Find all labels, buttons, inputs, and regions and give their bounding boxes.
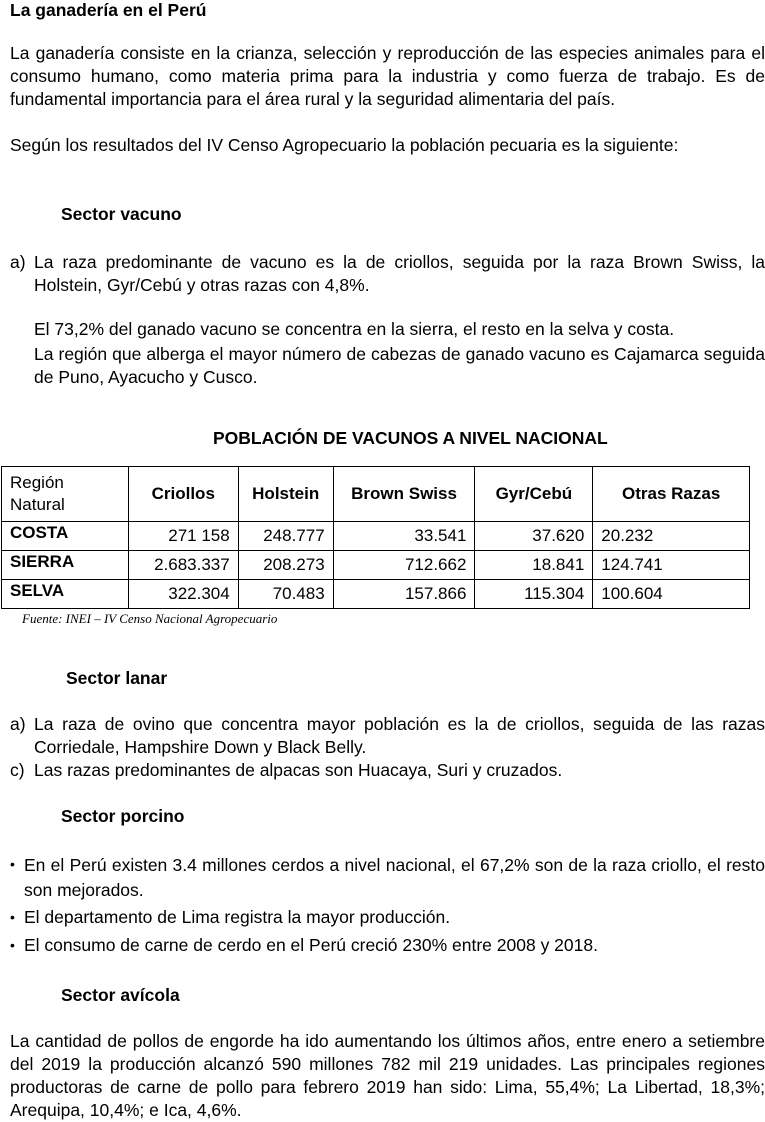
table-cell: 70.483 [238,580,333,609]
row-label-selva: SELVA [2,580,129,609]
heading-sector-vacuno: Sector vacuno [61,204,182,224]
porcino-item-3 [10,934,765,957]
table-row [2,522,750,551]
table-cell: 37.620 [475,522,593,551]
heading-sector-porcino: Sector porcino [61,806,185,826]
heading-sector-avicola: Sector avícola [61,985,180,1005]
bullet-icon: • [10,856,15,872]
porcino-item-1-text: En el Perú existen 3.4 millones cerdos a nivel nacional, el 67,2% son de la raza criollo, el resto son mejorados. [24,855,765,900]
porcino-item-1 [10,853,765,903]
list-marker: a) [10,252,26,272]
lanar-item-a-text: La raza de ovino que concentra mayor población es la de criollos, seguida de las razas Corriedale, Hampshire Down y Black Belly. [34,714,765,757]
intro-paragraph: La ganadería consiste en la crianza, selección y reproducción de las especies animales para el consumo humano, como materia prima para la industria y como fuerza de trabajo. Es de fundamental importancia para el área rural y la seguridad alimentaria del país. [10,43,765,109]
bullet-icon: • [10,909,15,925]
vacuno-item-a-text: La raza predominante de vacuno es la de criollos, seguida por la raza Brown Swiss, la Holstein, Gyr/Cebú y otras razas con 4,8%. [34,252,765,295]
header-region [2,467,129,522]
bullet-icon: • [10,937,15,953]
vacuno-item-a [10,251,765,297]
header-holstein: Holstein [238,467,333,522]
lanar-item-c [10,759,765,782]
header-region-line1: Región [10,473,64,492]
table-source-note: Fuente: INEI – IV Censo Nacional Agropecuario [22,611,278,626]
document-title: La ganadería en el Perú [10,0,207,20]
header-otras-razas: Otras Razas [593,467,750,522]
list-marker: c) [10,760,25,780]
table-title: POBLACIÓN DE VACUNOS A NIVEL NACIONAL [213,428,608,448]
table-cell: 208.273 [238,551,333,580]
table-cell: 248.777 [238,522,333,551]
table-cell: 2.683.337 [128,551,238,580]
vacuno-paragraph-2: La región que alberga el mayor número de cabezas de ganado vacuno es Cajamarca seguida de Puno, Ayacucho y Cusco. [34,344,765,387]
table-cell: 322.304 [128,580,238,609]
list-marker: a) [10,714,26,734]
table-row [2,551,750,580]
table-cell: 124.741 [593,551,750,580]
table-row [2,580,750,609]
table-cell: 18.841 [475,551,593,580]
intro-paragraph-2: Según los resultados del IV Censo Agropecuario la población pecuaria es la siguiente: [10,135,679,155]
header-criollos: Criollos [128,467,238,522]
table-cell: 712.662 [333,551,475,580]
porcino-item-3-text: El consumo de carne de cerdo en el Perú creció 230% entre 2008 y 2018. [24,935,598,955]
avicola-paragraph: La cantidad de pollos de engorde ha ido aumentando los últimos años, entre enero a setiembre del 2019 la producción alcanzó 590 millones 782 mil 219 unidades. Las principales regiones productoras de carne de pollo para febrero 2019 han sido: Lima, 55,4%; La Libertad, 18,3%; Arequipa, 10,4%; e Ica, 4,6%. [10,1031,765,1120]
porcino-item-2-text: El departamento de Lima registra la mayor producción. [24,907,451,927]
table-cell: 157.866 [333,580,475,609]
table-cell: 115.304 [475,580,593,609]
porcino-item-2 [10,906,765,929]
vacuno-paragraph-1: El 73,2% del ganado vacuno se concentra en la sierra, el resto en la selva y costa. [34,319,675,339]
header-gyr-cebu: Gyr/Cebú [475,467,593,522]
row-label-costa: COSTA [2,522,129,551]
header-brown-swiss: Brown Swiss [333,467,475,522]
header-region-line2: Natural [10,495,65,514]
table-cell: 20.232 [593,522,750,551]
heading-sector-lanar: Sector lanar [66,668,168,688]
lanar-item-a [10,713,765,759]
lanar-item-c-text: Las razas predominantes de alpacas son Huacaya, Suri y cruzados. [34,760,563,780]
table-cell: 271 158 [128,522,238,551]
row-label-sierra: SIERRA [2,551,129,580]
table-header-row [2,467,750,522]
table-cell: 33.541 [333,522,475,551]
table-cell: 100.604 [593,580,750,609]
vacunos-table [1,466,750,609]
